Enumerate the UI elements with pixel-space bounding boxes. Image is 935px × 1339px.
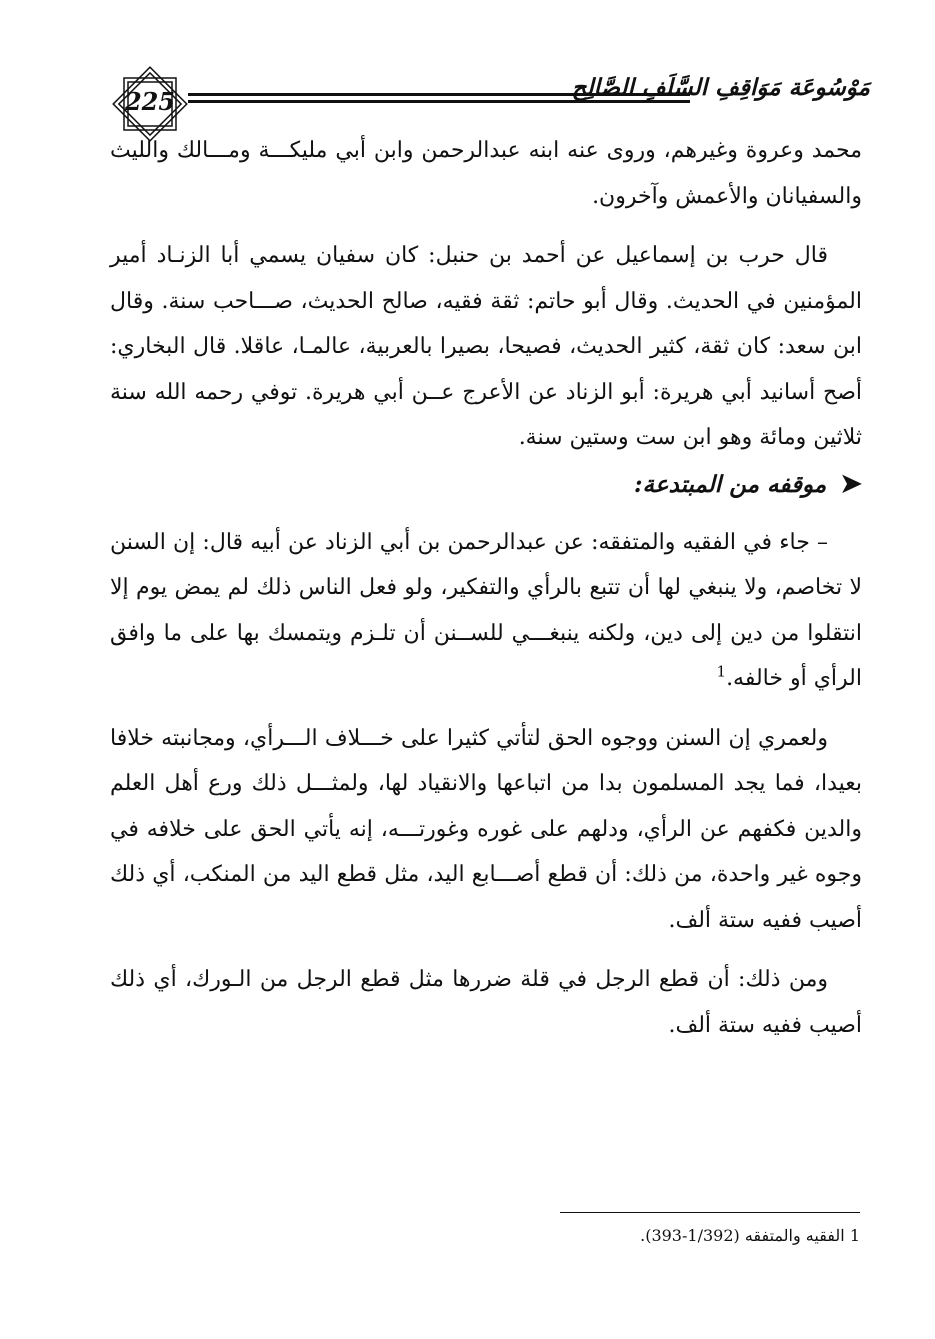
footnote-number: 1 [849,1226,860,1245]
page-body [110,128,862,1048]
arrow-left-icon: ➤ [840,468,862,499]
paragraph-4: ولعمري إن السنن ووجوه الحق لتأتي كثيرا على خـــلاف الـــرأي، ومجانبته خلافا بعيدا، فما يجد المسلمون بدا من اتباعها والانقياد لها، ولمثـــل ذلك ورع أهل العلم والدين فكفهم عن الرأي، ودلهم على غوره وغورتـــه، إنه يأتي الحق على خلافه في وجوه غير واحدة، من ذلك: أن قطع أصـــابع اليد، مثل قطع اليد من المنكب، أي ذلك أصيب ففيه ستة ألف. [110,725,862,933]
footnote-reference: 1 [716,662,727,681]
footnote [400,1226,860,1245]
series-title: مَوْسُوعَة مَوَاقِفِ السَّلَفِ الصَّالِح [571,74,870,101]
paragraph-3-text: – جاء في الفقيه والمتفقه: عن عبدالرحمن بن أبي الزناد عن أبيه قال: إن السنن لا تخاصم، ولا ينبغي لها أن تتبع بالرأي والتفكير، ولو فعل الناس ذلك لم يمض يوم إلا انتقلوا من دين إلى دين، ولكنه ينبغـــي للســنن أن تلـزم ويتمسك بها على ما وافق الرأي أو خالفه. [110,529,862,691]
footnote-separator [560,1212,860,1213]
section-heading [110,463,862,506]
section-heading-text: موقفه من المبتدعة: [634,470,827,498]
paragraph-3 [110,520,862,702]
paragraph-5: ومن ذلك: أن قطع الرجل في قلة ضررها مثل قطع الرجل من الـورك، أي ذلك أصيب ففيه ستة ألف. [110,967,862,1038]
paragraph-1: محمد وعروة وغيرهم، وروى عنه ابنه عبدالرحمن وابن أبي مليكـــة ومـــالك والليث والسفيانان والأعمش وآخرون. [110,138,862,209]
footnote-text: الفقيه والمتفقه (1/392-393). [640,1226,845,1245]
page-number: 225 [124,87,176,116]
paragraph-2: قال حرب بن إسماعيل عن أحمد بن حنبل: كان سفيان يسمي أبا الزنـاد أمير المؤمنين في الحديث. وقال أبو حاتم: ثقة فقيه، صالح الحديث، صـــاحب سنة. وقال ابن سعد: كان ثقة، كثير الحديث، فصيحا، بصيرا بالعربية، عالمـا، عاقلا. قال البخاري: أصح أسانيد أبي هريرة: أبو الزناد عن الأعرج عــن أبي هريرة. توفي رحمه الله سنة ثلاثين ومائة وهو ابن ست وستين سنة. [110,243,862,450]
